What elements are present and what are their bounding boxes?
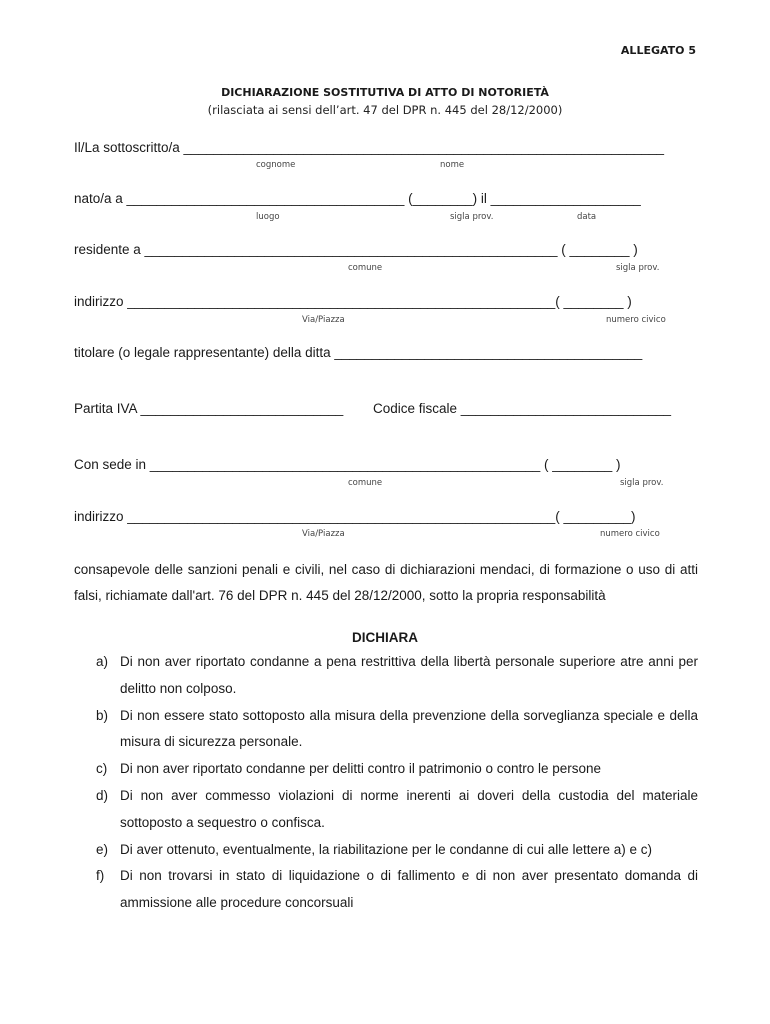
- item-text: Di non aver riportato condanne a pena restrittiva della libertà personale superiore atre anni per delitto non colposo.: [120, 654, 698, 696]
- field-codice-fiscale: Codice fiscale ____________________________: [373, 401, 672, 416]
- caption-comune: comune: [348, 478, 383, 488]
- item-letter: c): [96, 761, 108, 777]
- dichiara-item: [96, 863, 698, 917]
- item-text: Di non trovarsi in stato di liquidazione o di fallimento e di non aver presentato domanda di ammissione alle procedure concorsuali: [120, 868, 698, 911]
- caption-sigla-prov: sigla prov.: [620, 478, 664, 488]
- field-indirizzo: indirizzo _________________________________________________________( ________ ): [74, 294, 632, 309]
- caption-luogo: luogo: [256, 212, 280, 222]
- item-letter: f): [96, 868, 105, 884]
- item-letter: a): [96, 654, 109, 669]
- consapevole-paragraph: consapevole delle sanzioni penali e civili, nel caso di dichiarazioni mendaci, di formazione o uso di atti falsi, richiamate dall'art. 76 del DPR n. 445 del 28/12/2000, sotto la propria responsabilità: [74, 562, 698, 603]
- field-indirizzo-sede: indirizzo _________________________________________________________( _________): [74, 509, 636, 524]
- caption-numero-civico: numero civico: [606, 315, 666, 325]
- field-partita-iva: Partita IVA ___________________________: [74, 401, 344, 416]
- allegato-label: ALLEGATO 5: [620, 44, 696, 57]
- dichiara-item: [96, 649, 698, 703]
- caption-sigla-prov: sigla prov.: [616, 263, 660, 273]
- item-text: Di non essere stato sottoposto alla misura della prevenzione della sorveglianza speciale e della misura di sicurezza personale.: [120, 707, 698, 750]
- field-sottoscritto: Il/La sottoscritto/a ________________________________________________________________: [74, 140, 665, 155]
- document-subtitle: (rilasciata ai sensi dell’art. 47 del DPR n. 445 del 28/12/2000): [207, 103, 563, 117]
- dichiara-heading: DICHIARA: [352, 630, 418, 645]
- item-text: Di non aver riportato condanne per delitti contro il patrimonio o contro le persone: [120, 761, 602, 777]
- caption-data: data: [577, 212, 597, 222]
- dichiara-item: [96, 756, 698, 783]
- caption-numero-civico: numero civico: [600, 529, 660, 539]
- item-text: Di aver ottenuto, eventualmente, la riabilitazione per le condanne di cui alle lettere a) e c): [120, 841, 653, 857]
- dichiara-item: [96, 703, 698, 757]
- item-letter: b): [96, 707, 109, 723]
- caption-via-piazza: Via/Piazza: [302, 315, 345, 325]
- dichiara-item: [96, 837, 698, 864]
- field-titolare: titolare (o legale rappresentante) della ditta _________________________________________: [74, 345, 643, 360]
- item-letter: e): [96, 841, 109, 857]
- item-text: Di non aver commesso violazioni di norme inerenti ai doveri della custodia del materiale sottoposto a sequestro o confisca.: [120, 787, 698, 830]
- caption-comune: comune: [348, 263, 383, 273]
- dichiara-list: [96, 649, 698, 917]
- dichiara-item: [96, 783, 698, 837]
- field-nato: nato/a a _____________________________________ (________) il ____________________: [74, 191, 641, 206]
- caption-nome: nome: [440, 160, 465, 170]
- field-residente: residente a _______________________________________________________ ( ________ ): [74, 242, 638, 257]
- caption-cognome: cognome: [256, 160, 296, 170]
- field-con-sede: Con sede in ____________________________________________________ ( ________ ): [74, 457, 621, 472]
- caption-sigla-prov: sigla prov.: [450, 212, 494, 222]
- item-letter: d): [96, 787, 109, 803]
- caption-via-piazza: Via/Piazza: [302, 529, 345, 539]
- document-title: DICHIARAZIONE SOSTITUTIVA DI ATTO DI NOTORIETÀ: [221, 86, 549, 99]
